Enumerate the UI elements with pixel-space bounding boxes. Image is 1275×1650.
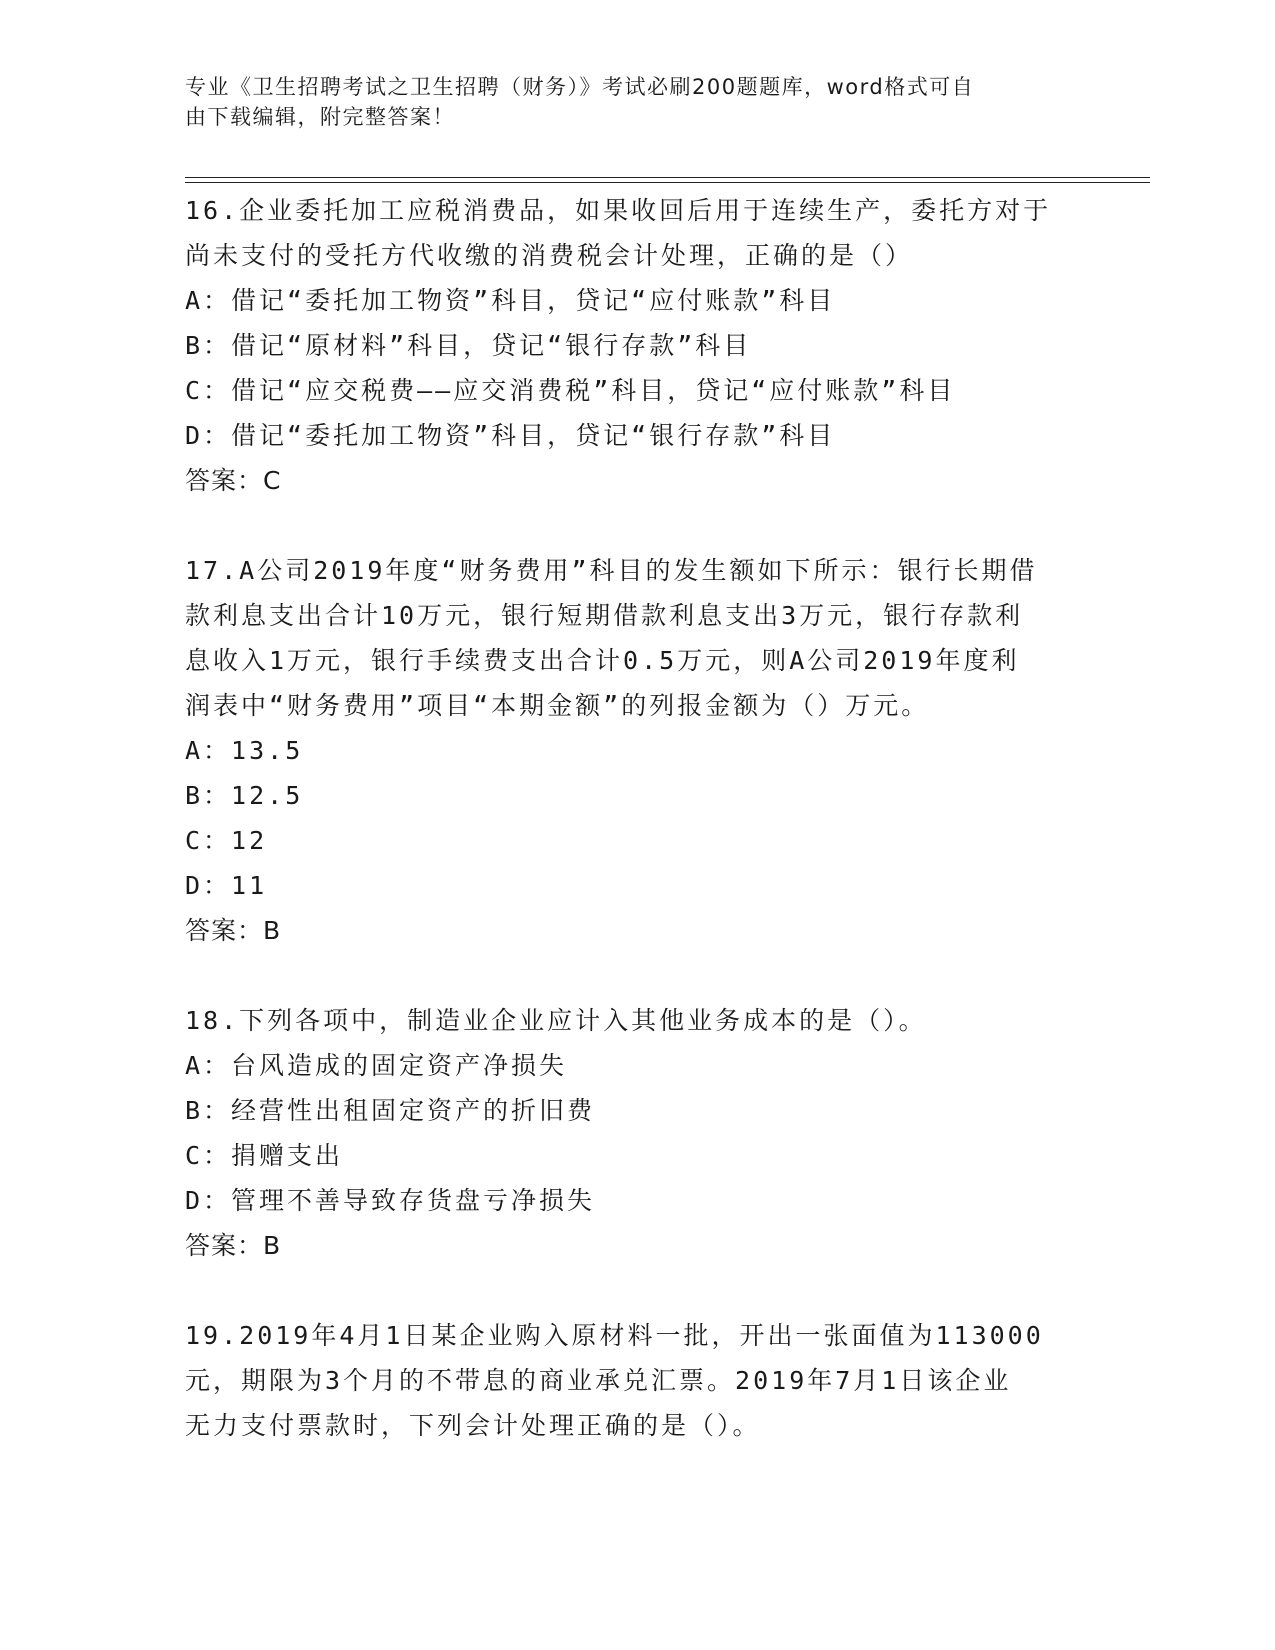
question-stem-line: 款利息支出合计10万元，银行短期借款利息支出3万元，银行存款利: [185, 601, 1024, 630]
option-b: B：经营性出租固定资产的折旧费: [185, 1096, 596, 1125]
option-a: A：13.5: [185, 736, 304, 765]
question-stem-line: 息收入1万元，银行手续费支出合计0.5万元，则A公司2019年度利: [185, 646, 1020, 675]
question-stem-line: 18.下列各项中，制造业企业应计入其他业务成本的是（）。: [185, 1006, 927, 1035]
option-c: C：12: [185, 826, 268, 855]
header-line-1: 专业《卫生招聘考试之卫生招聘（财务）》考试必刷200题题库，word格式可自: [185, 75, 975, 99]
question-stem-line: 19.2019年4月1日某企业购入原材料一批，开出一张面值为113000: [185, 1321, 1044, 1350]
question-19: [185, 1313, 1085, 1448]
option-d: D：借记“委托加工物资”科目，贷记“银行存款”科目: [185, 421, 836, 450]
question-16: [185, 188, 1085, 503]
question-list: [185, 188, 1085, 1448]
answer: 答案：B: [185, 1231, 282, 1260]
option-a: A：台风造成的固定资产净损失: [185, 1051, 568, 1080]
header-line-2: 由下载编辑，附完整答案！: [185, 105, 455, 129]
header-rule-bottom: [185, 182, 1150, 183]
question-stem-line: 无力支付票款时，下列会计处理正确的是（）。: [185, 1411, 761, 1440]
question-stem-line: 17.A公司2019年度“财务费用”科目的发生额如下所示：银行长期借: [185, 556, 1038, 585]
option-b: B：12.5: [185, 781, 304, 810]
option-b: B：借记“原材料”科目，贷记“银行存款”科目: [185, 331, 752, 360]
option-c: C：捐赠支出: [185, 1141, 344, 1170]
question-17: [185, 548, 1085, 953]
question-stem-line: 元，期限为3个月的不带息的商业承兑汇票。2019年7月1日该企业: [185, 1366, 1012, 1395]
question-stem-line: 16.企业委托加工应税消费品，如果收回后用于连续生产，委托方对于: [185, 196, 1052, 225]
question-18: [185, 998, 1085, 1268]
answer: 答案：B: [185, 916, 282, 945]
header-rule-top: [185, 177, 1150, 178]
document-header: [185, 72, 1065, 132]
question-stem-line: 润表中“财务费用”项目“本期金额”的列报金额为（）万元。: [185, 691, 930, 720]
option-d: D：管理不善导致存货盘亏净损失: [185, 1186, 596, 1215]
question-stem-line: 尚未支付的受托方代收缴的消费税会计处理，正确的是（）: [185, 241, 914, 270]
option-d: D：11: [185, 871, 268, 900]
option-c: C：借记“应交税费——应交消费税”科目，贷记“应付账款”科目: [185, 376, 956, 405]
answer: 答案：C: [185, 466, 282, 495]
option-a: A：借记“委托加工物资”科目，贷记“应付账款”科目: [185, 286, 836, 315]
